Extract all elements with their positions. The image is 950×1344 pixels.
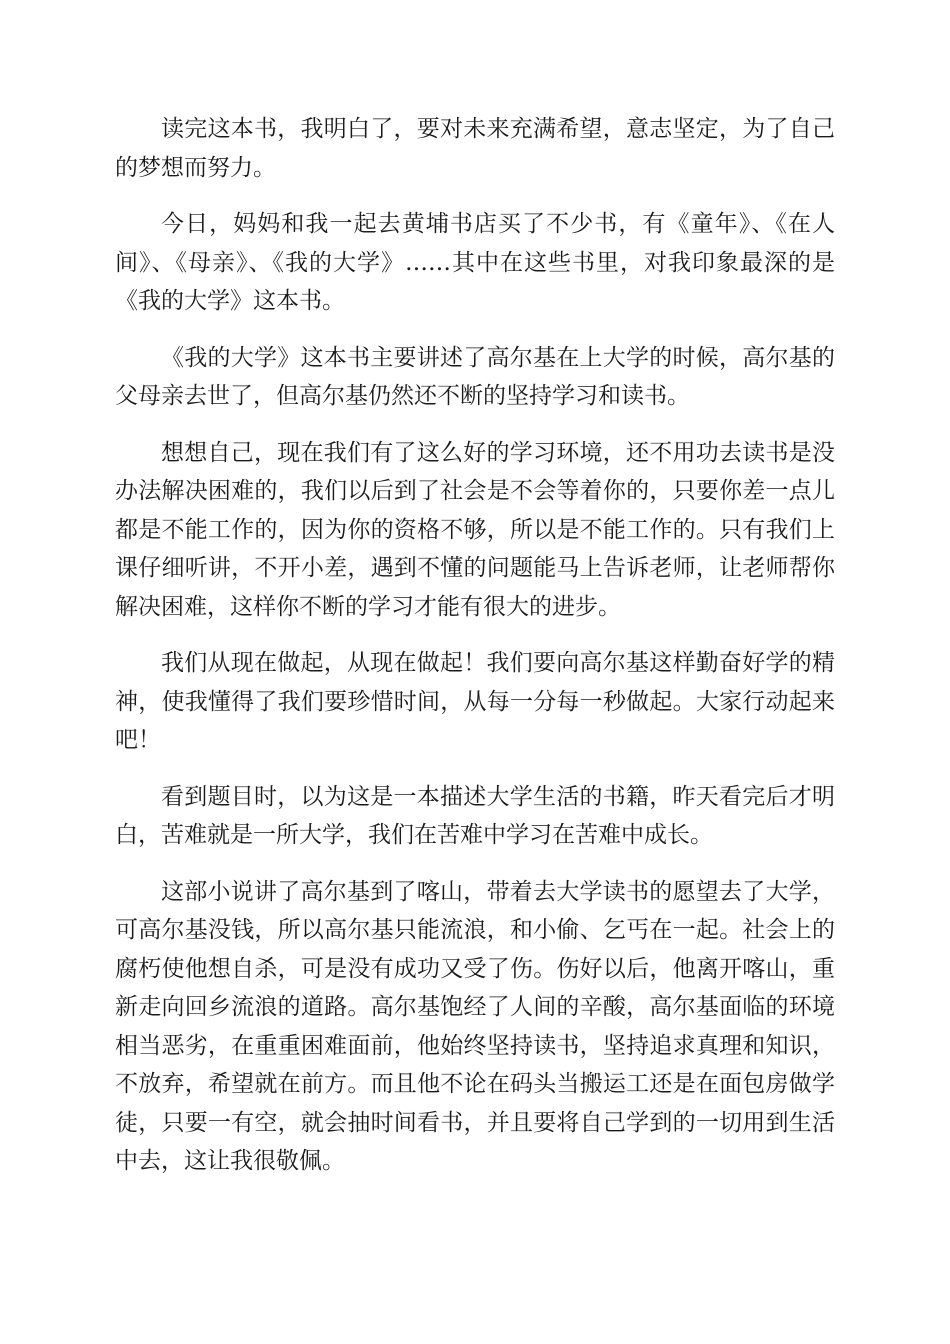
paragraph-7: 这部小说讲了高尔基到了喀山，带着去大学读书的愿望去了大学，可高尔基没钱，所以高尔基只能流浪，和小偷、乞丐在一起。社会上的腐朽使他想自杀，可是没有成功又受了伤。伤好以后，他离开喀山，重新走向回乡流浪的道路。高尔基饱经了人间的辛酸，高尔基面临的环境相当恶劣，在重重困难面前，他始终坚持读书，坚持追求真理和知识，不放弃，希望就在前方。而且他不论在码头当搬运工还是在面包房做学徒，只要一有空，就会抽时间看书，并且要将自己学到的一切用到生活中去，这让我很敬佩。	[115, 878, 835, 1174]
paragraph-2: 今日，妈妈和我一起去黄埔书店买了不少书，有《童年》、《在人间》、《母亲》、《我的大学》……其中在这些书里，对我印象最深的是《我的大学》这本书。	[115, 211, 835, 314]
paragraph-3: 《我的大学》这本书主要讲述了高尔基在上大学的时候，高尔基的父母亲去世了，但高尔基仍然还不断的坚持学习和读书。	[115, 344, 835, 409]
paragraph-4: 想想自己，现在我们有了这么好的学习环境，还不用功去读书是没办法解决困难的，我们以后到了社会是不会等着你的，只要你差一点儿都是不能工作的，因为你的资格不够，所以是不能工作的。只有我们上课仔细听讲，不开小差，遇到不懂的问题能马上告诉老师，让老师帮你解决困难，这样你不断的学习才能有很大的进步。	[115, 439, 835, 620]
document-body	[115, 110, 835, 1199]
paragraph-1: 读完这本书，我明白了，要对未来充满希望，意志坚定，为了自己的梦想而努力。	[115, 116, 835, 181]
paragraph-6: 看到题目时，以为这是一本描述大学生活的书籍，昨天看完后才明白，苦难就是一所大学，我们在苦难中学习在苦难中成长。	[115, 783, 835, 848]
paragraph-5: 我们从现在做起，从现在做起！我们要向高尔基这样勤奋好学的精神，使我懂得了我们要珍惜时间，从每一分每一秒做起。大家行动起来吧！	[115, 650, 835, 753]
